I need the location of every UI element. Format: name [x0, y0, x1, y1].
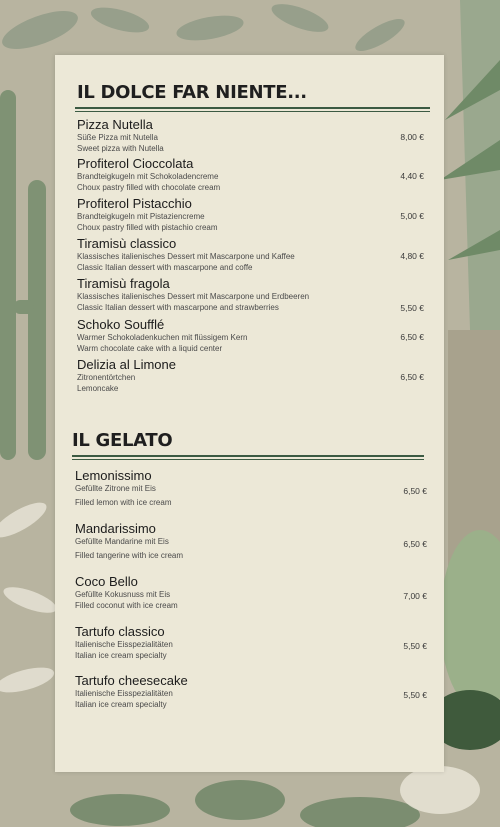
gelato-desc-en: Italian ice cream specialty [75, 700, 167, 709]
dessert-name: Tiramisù fragola [77, 276, 170, 291]
dessert-price: 5,00 € [400, 211, 424, 221]
dessert-desc-en: Warm chocolate cake with a liquid center [77, 344, 223, 353]
dessert-name: Schoko Soufflé [77, 317, 165, 332]
dessert-desc-en: Lemoncake [77, 384, 119, 393]
dessert-name: Tiramisù classico [77, 236, 177, 251]
gelato-item-mandarissimo [75, 521, 425, 561]
gelato-item-tartufo-cheesecake [75, 673, 425, 710]
dessert-desc-de: Süße Pizza mit Nutella [77, 133, 158, 142]
gelato-item-coco-bello [75, 574, 425, 611]
dessert-desc-de: Brandteigkugeln mit Schokoladencreme [77, 172, 219, 181]
dessert-name: Profiterol Pistacchio [77, 196, 192, 211]
dessert-item-profiterol-pistacchio [77, 196, 422, 233]
dessert-desc-en: Choux pastry filled with pistachio cream [77, 223, 218, 232]
gelato-item-lemonissimo [75, 468, 425, 508]
gelato-desc-de: Gefüllte Mandarine mit Eis [75, 537, 169, 546]
dessert-item-schoko-souffle [77, 317, 422, 354]
dessert-desc-de: Zitronentörtchen [77, 373, 136, 382]
dessert-price: 8,00 € [400, 132, 424, 142]
gelato-desc-de: Italienische Eisspezialitäten [75, 689, 173, 698]
dessert-name: Profiterol Cioccolata [77, 156, 194, 171]
gelato-item-tartufo-classico [75, 624, 425, 661]
dessert-price: 4,40 € [400, 171, 424, 181]
dessert-desc-de: Warmer Schokoladenkuchen mit flüssigem Kern [77, 333, 248, 342]
dessert-price: 4,80 € [400, 251, 424, 261]
gelato-price: 5,50 € [403, 690, 427, 700]
gelato-name: Coco Bello [75, 574, 138, 589]
desserts-title: IL DOLCE FAR NIENTE... [77, 82, 307, 103]
gelato-desc-en: Filled coconut with ice cream [75, 601, 178, 610]
dessert-desc-de: Brandteigkugeln mit Pistaziencreme [77, 212, 205, 221]
dessert-item-tiramisu-classico [77, 236, 422, 273]
dessert-item-delizia-al-limone [77, 357, 422, 394]
dessert-item-tiramisu-fragola [77, 276, 422, 313]
gelato-name: Tartufo cheesecake [75, 673, 188, 688]
gelato-desc-de: Gefüllte Kokusnuss mit Eis [75, 590, 171, 599]
desserts-divider [75, 107, 430, 109]
gelato-divider [72, 455, 424, 457]
dessert-item-profiterol-cioccolata [77, 156, 422, 193]
gelato-name: Mandarissimo [75, 521, 156, 536]
dessert-price: 5,50 € [400, 303, 424, 313]
gelato-desc-de: Gefüllte Zitrone mit Eis [75, 484, 156, 493]
gelato-desc-de: Italienische Eisspezialitäten [75, 640, 173, 649]
gelato-title: IL GELATO [72, 430, 173, 451]
gelato-price: 5,50 € [403, 641, 427, 651]
gelato-desc-en: Filled lemon with ice cream [75, 498, 172, 507]
dessert-price: 6,50 € [400, 372, 424, 382]
dessert-desc-en: Choux pastry filled with chocolate cream [77, 183, 221, 192]
gelato-desc-en: Italian ice cream specialty [75, 651, 167, 660]
dessert-name: Pizza Nutella [77, 117, 153, 132]
dessert-desc-de: Klassisches italienisches Dessert mit Mascarpone und Kaffee [77, 252, 295, 261]
dessert-item-pizza-nutella [77, 117, 422, 154]
dessert-desc-en: Classic Italian dessert with mascarpone and coffe [77, 263, 253, 272]
gelato-name: Lemonissimo [75, 468, 152, 483]
gelato-price: 6,50 € [403, 486, 427, 496]
gelato-price: 7,00 € [403, 591, 427, 601]
dessert-desc-en: Classic Italian dessert with mascarpone and strawberries [77, 303, 279, 312]
gelato-price: 6,50 € [403, 539, 427, 549]
gelato-name: Tartufo classico [75, 624, 165, 639]
dessert-price: 6,50 € [400, 332, 424, 342]
dessert-desc-en: Sweet pizza with Nutella [77, 144, 164, 153]
dessert-name: Delizia al Limone [77, 357, 176, 372]
dessert-desc-de: Klassisches italienisches Dessert mit Mascarpone und Erdbeeren [77, 292, 310, 301]
gelato-desc-en: Filled tangerine with ice cream [75, 551, 184, 560]
menu-card [55, 55, 444, 772]
